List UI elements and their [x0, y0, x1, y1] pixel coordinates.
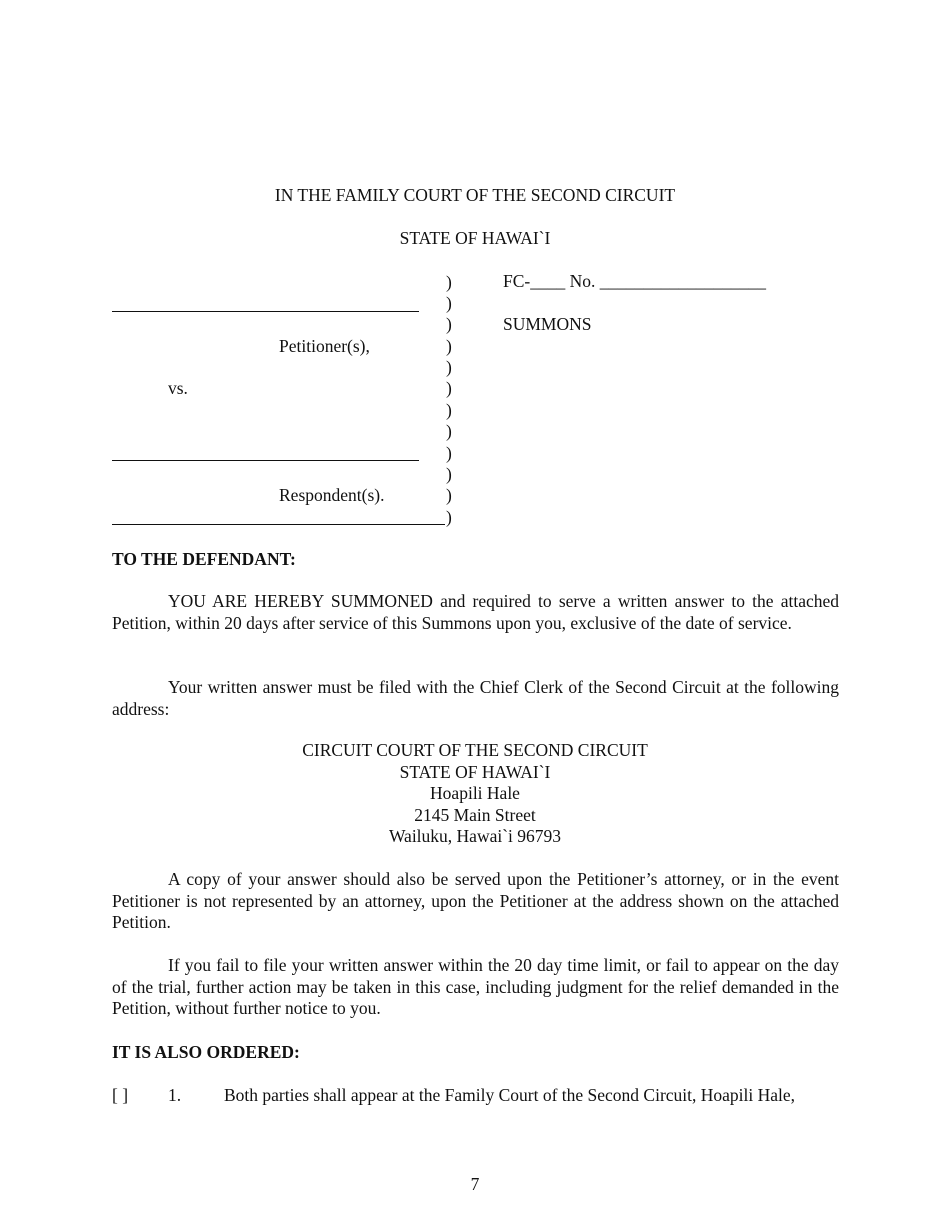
filing-paragraph-text: Your written answer must be filed with the Chief Clerk of the Second Circuit at the following address:	[112, 677, 839, 719]
caption-paren: )	[446, 293, 452, 313]
court-title: IN THE FAMILY COURT OF THE SECOND CIRCUIT	[274, 185, 676, 205]
caption-paren: )	[446, 314, 452, 334]
filing-paragraph	[112, 677, 839, 720]
ordered-heading: IT IS ALSO ORDERED:	[112, 1042, 300, 1062]
address-line: STATE OF HAWAI`I	[399, 761, 551, 782]
order-item-text: Both parties shall appear at the Family Court of the Second Circuit, Hoapili Hale,	[224, 1085, 796, 1105]
default-paragraph-text: If you fail to file your written answer within the 20 day time limit, or fail to appear on the day of the trial, further action may be taken in this case, including judgment for the relief demanded in the Petition, without further notice to you.	[112, 955, 839, 1018]
state-title: STATE OF HAWAI`I	[399, 228, 551, 248]
address-line: Hoapili Hale	[430, 783, 520, 803]
document-title: SUMMONS	[503, 314, 592, 334]
service-paragraph-text: A copy of your answer should also be served upon the Petitioner’s attorney, or in the event Petitioner is not represented by an attorney, upon the Petitioner at the address shown on the attached Petition.	[112, 869, 839, 932]
defendant-heading: TO THE DEFENDANT:	[112, 549, 296, 569]
summons-paragraph-text: YOU ARE HEREBY SUMMONED and required to serve a written answer to the attached Petition, within 20 days after service of this Summons upon you, exclusive of the date of service.	[112, 591, 839, 633]
caption-paren: )	[446, 421, 452, 441]
order-item-checkbox: [ ]	[112, 1085, 129, 1105]
address-line: Wailuku, Hawai`i 96793	[388, 826, 562, 846]
respondent-name-line	[112, 460, 419, 461]
caption-bottom-line	[112, 524, 445, 525]
page-number: 7	[470, 1174, 480, 1194]
caption-paren: )	[446, 464, 452, 484]
caption-paren: )	[446, 357, 452, 377]
caption-paren: )	[446, 336, 452, 356]
caption-paren: )	[446, 507, 452, 527]
court-address	[0, 740, 950, 848]
versus-label: vs.	[168, 378, 188, 398]
caption-paren: )	[446, 272, 452, 292]
caption-paren: )	[446, 485, 452, 505]
address-line: CIRCUIT COURT OF THE SECOND CIRCUIT	[302, 740, 648, 760]
caption-paren: )	[446, 443, 452, 463]
caption-paren: )	[446, 400, 452, 420]
summons-paragraph	[112, 591, 839, 634]
caption-paren: )	[446, 378, 452, 398]
respondent-label: Respondent(s).	[279, 485, 385, 505]
petitioner-name-line	[112, 311, 419, 312]
order-item-number: 1.	[168, 1085, 182, 1105]
default-paragraph	[112, 955, 839, 1020]
address-line: 2145 Main Street	[414, 804, 536, 825]
case-number: FC-____ No. ___________________	[503, 271, 766, 291]
petitioner-label: Petitioner(s),	[279, 336, 370, 356]
service-paragraph	[112, 869, 839, 934]
